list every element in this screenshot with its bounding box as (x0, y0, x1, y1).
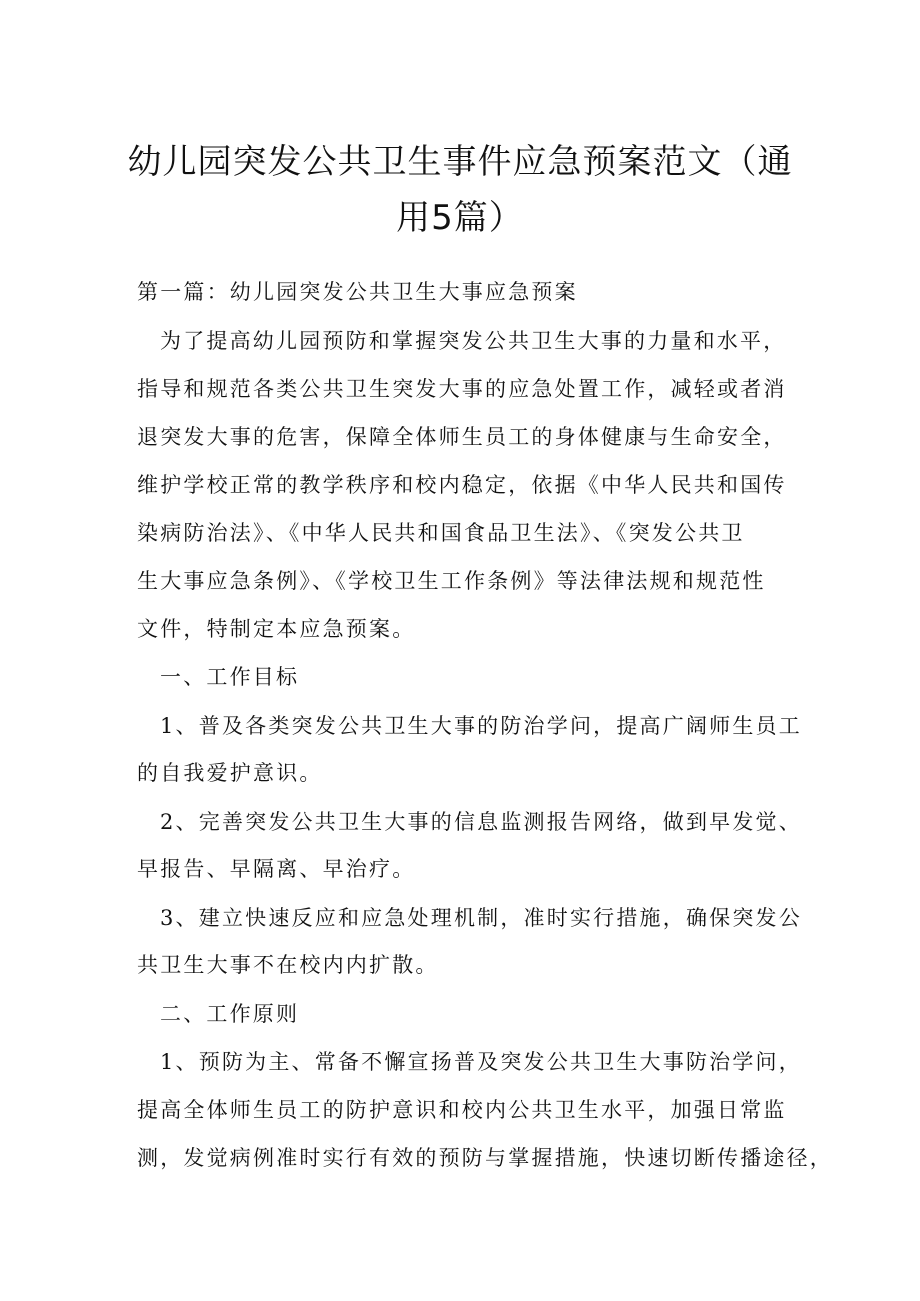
paragraph-line: 提高全体师生员工的防护意识和校内公共卫生水平，加强日常监 (137, 1098, 787, 1122)
subheading-work-goals: 一、工作目标 (160, 665, 300, 689)
paragraph-line: 3、建立快速反应和应急处理机制，准时实行措施，确保突发公 (160, 906, 802, 930)
document-title-line-2: 用5篇） (396, 198, 524, 238)
paragraph-line: 文件，特制定本应急预案。 (137, 617, 416, 641)
paragraph-line: 早报告、早隔离、早治疗。 (137, 857, 416, 881)
paragraph-line: 1、普及各类突发公共卫生大事的防治学问，提高广阔师生员工 (160, 714, 802, 738)
paragraph-line: 1、预防为主、常备不懈宣扬普及突发公共卫生大事防治学问， (160, 1050, 802, 1074)
paragraph-line: 为了提高幼儿园预防和掌握突发公共卫生大事的力量和水平， (160, 329, 787, 353)
paragraph-line: 测，发觉病例准时实行有效的预防与掌握措施，快速切断传播途径， (137, 1146, 833, 1170)
paragraph-line: 染病防治法》、《中华人民共和国食品卫生法》、《突发公共卫 (137, 521, 745, 545)
paragraph-line: 维护学校正常的教学秩序和校内稳定，依据《中华人民共和国传 (137, 473, 787, 497)
paragraph-line: 指导和规范各类公共卫生突发大事的应急处置工作，减轻或者消 (137, 377, 787, 401)
paragraph-line: 2、完善突发公共卫生大事的信息监测报告网络，做到早发觉、 (160, 810, 802, 834)
paragraph-line: 退突发大事的危害，保障全体师生员工的身体健康与生命安全， (137, 425, 787, 449)
paragraph-line: 生大事应急条例》、《学校卫生工作条例》等法律法规和规范性 (137, 569, 766, 593)
paragraph-line: 共卫生大事不在校内内扩散。 (137, 953, 439, 977)
subheading-work-principles: 二、工作原则 (160, 1002, 300, 1026)
document-title-line-1: 幼儿园突发公共卫生事件应急预案范文（通 (127, 142, 793, 182)
paragraph-line: 的自我爱护意识。 (137, 761, 323, 785)
section-heading: 第一篇：幼儿园突发公共卫生大事应急预案 (137, 280, 578, 304)
